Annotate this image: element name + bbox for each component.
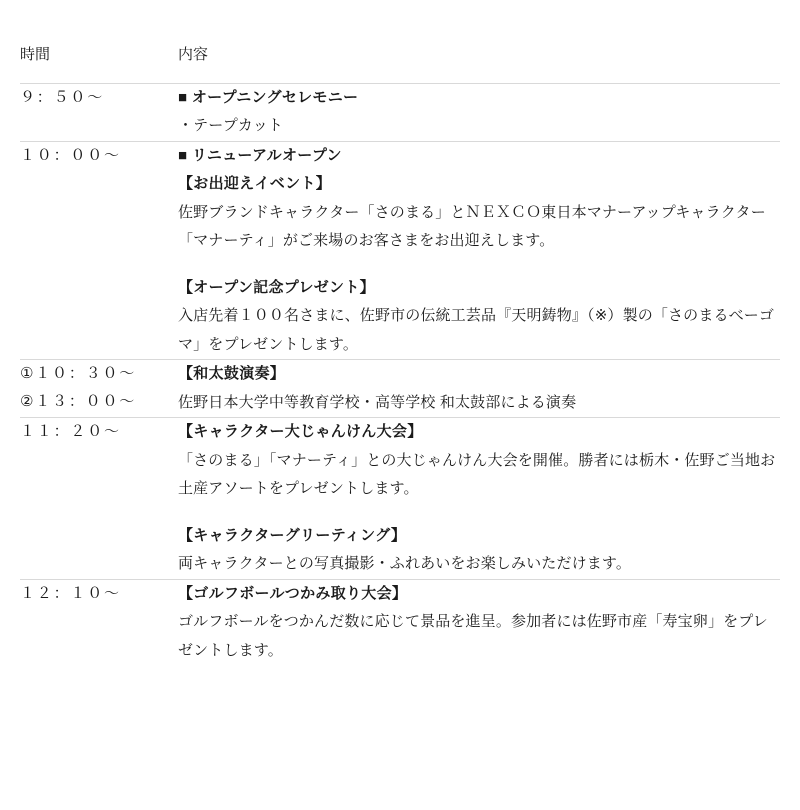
cell-time (20, 579, 178, 665)
table-row (20, 83, 780, 141)
content-subheading: 【キャラクターグリーティング】 (178, 526, 407, 544)
content-text: ゴルフボールをつかんだ数に応じて景品を進呈。参加者には佐野市産「寿宝卵」をプレゼントします。 (178, 613, 768, 659)
table-row (20, 418, 780, 580)
content-spacer (178, 504, 780, 522)
content-subheading: 【お出迎えイベント】 (178, 175, 332, 192)
cell-content (178, 360, 780, 418)
content-subheading: 【和太鼓演奏】 (178, 365, 286, 382)
time-text: １１：２０〜 (20, 423, 121, 440)
table-header-row (20, 28, 780, 83)
time-text: １０：００〜 (20, 146, 121, 164)
cell-content (178, 141, 780, 360)
cell-content (178, 418, 780, 580)
cell-time (20, 360, 178, 418)
content-heading: ■ リニューアルオープン (178, 146, 342, 164)
header-label-time: 時間 (20, 46, 51, 63)
event-schedule-table (20, 28, 780, 665)
content-subheading: 【オープン記念プレゼント】 (178, 278, 375, 296)
table-body (20, 28, 780, 665)
header-cell-time (20, 28, 178, 83)
content-subheading: 【キャラクター大じゃんけん大会】 (178, 423, 423, 440)
time-text: １２：１０〜 (20, 584, 121, 602)
table-row (20, 579, 780, 665)
cell-time (20, 83, 178, 141)
cell-time (20, 141, 178, 360)
content-text: 佐野ブランドキャラクター「さのまる」とＮＥＸＣＯ東日本マナーアップキャラクター「マナーティ」がご来場のお客さまをお出迎えします。 (178, 203, 766, 249)
content-text: 入店先着１００名さまに、佐野市の伝統工芸品『天明鋳物』（※）製の「さのまるべーゴマ」をプレゼントします。 (178, 307, 775, 353)
cell-content (178, 579, 780, 665)
header-label-content: 内容 (178, 46, 209, 63)
content-text: 佐野日本大学中等教育学校・高等学校 和太鼓部による演奏 (178, 393, 577, 411)
table-row (20, 360, 780, 418)
content-text: 両キャラクターとの写真撮影・ふれあいをお楽しみいただけます。 (178, 555, 632, 572)
content-heading: ■ オープニングセレモニー (178, 88, 359, 106)
content-subheading: 【ゴルフボールつかみ取り大会】 (178, 584, 408, 602)
content-spacer (178, 256, 780, 274)
header-cell-content (178, 28, 780, 83)
table-row (20, 141, 780, 360)
cell-time (20, 418, 178, 580)
cell-content (178, 83, 780, 141)
content-text: 「さのまる」「マナーティ」との大じゃんけん大会を開催。勝者には栃木・佐野ご当地お土産アソートをプレゼントします。 (178, 451, 776, 497)
content-text: ・テープカット (178, 117, 284, 134)
time-text: ９：５０〜 (20, 88, 105, 106)
time-text: ①１０：３０〜 ②１３：００〜 (20, 365, 137, 410)
